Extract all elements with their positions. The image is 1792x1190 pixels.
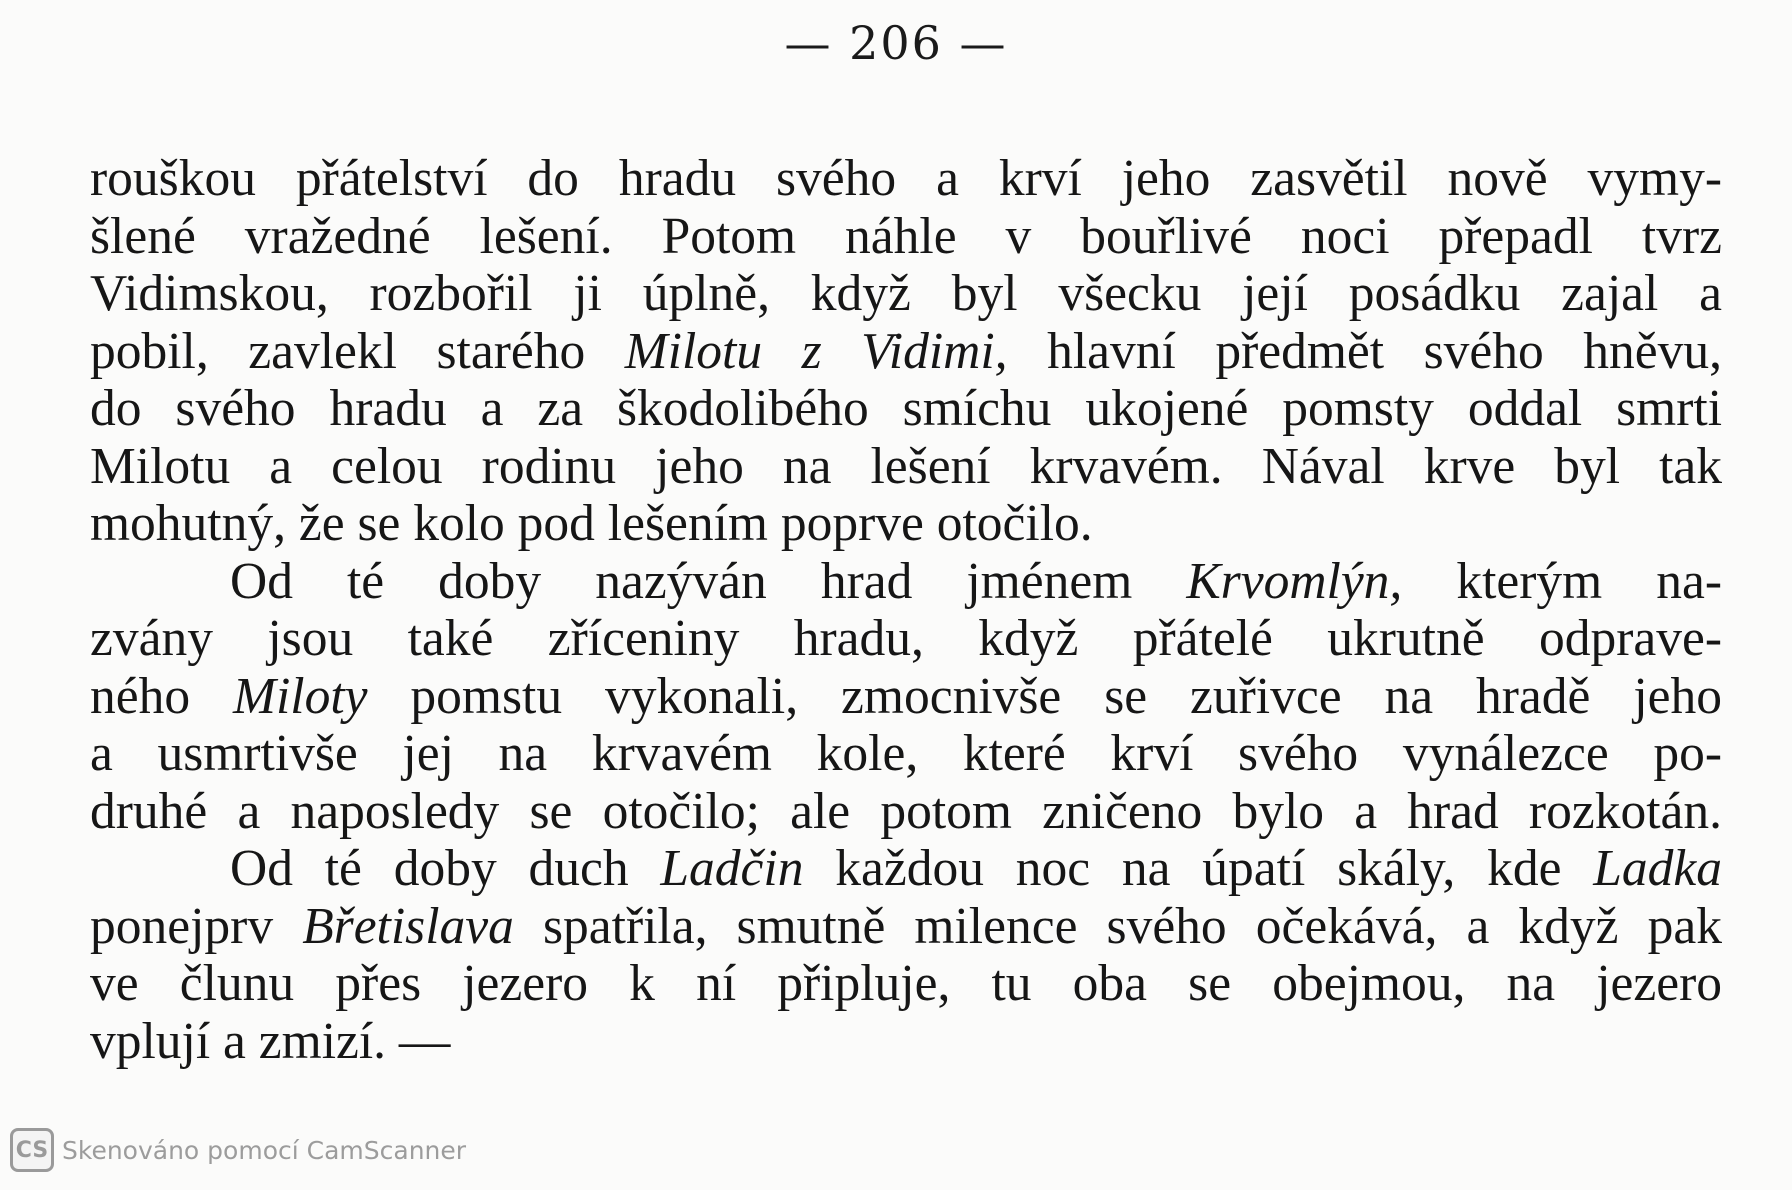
- camscanner-watermark: [10, 1128, 466, 1172]
- text-line: [90, 323, 1722, 381]
- text-line: [90, 898, 1722, 956]
- text-segment: ného: [90, 667, 191, 725]
- text-line: [90, 668, 1722, 726]
- text-line: mohutný, že se kolo pod lešením poprve otočilo.: [90, 495, 1093, 552]
- body-text: [90, 150, 1722, 1070]
- text-segment: Od té doby nazýván hrad jménem: [230, 552, 1133, 610]
- page-number: — 206 —: [784, 16, 1008, 70]
- italic-name: Miloty: [233, 667, 368, 725]
- text-line: druhé a naposledy se otočilo; ale potom zničeno bylo a hrad rozkotán.: [90, 782, 1722, 840]
- text-line: [90, 553, 1722, 611]
- text-line: a usmrtivše jej na krvavém kole, které krví svého vynálezce po-: [90, 725, 1722, 782]
- text-line: [90, 840, 1722, 898]
- text-line: zvány jsou také zříceniny hradu, když přátelé ukrutně odprave-: [90, 610, 1722, 667]
- text-segment: Od té doby duch: [230, 840, 629, 897]
- italic-name: Ladka: [1593, 840, 1723, 897]
- text-line: Vidimskou, rozbořil ji úplně, když byl všecku její posádku zajal a: [90, 265, 1722, 322]
- text-segment: kterým na-: [1456, 552, 1723, 610]
- text-line: ve člunu přes jezero k ní připluje, tu oba se obejmou, na jezero: [90, 955, 1722, 1012]
- text-line: vplují a zmizí. —: [90, 1012, 451, 1070]
- watermark-text: Skenováno pomocí CamScanner: [62, 1135, 467, 1165]
- text-line: Milotu a celou rodinu jeho na lešení krvavém. Nával krve byl tak: [90, 437, 1722, 495]
- text-segment: spatřila, smutně milence svého očekává, a když pak: [542, 897, 1722, 955]
- text-segment: pomstu vykonali, zmocnivše se zuřivce na hradě jeho: [410, 667, 1723, 725]
- italic-name: Břetislava: [302, 897, 514, 955]
- camscanner-logo-icon: CS: [10, 1128, 54, 1172]
- text-line: rouškou přátelství do hradu svého a krví jeho zasvětil nově vymy-: [90, 150, 1722, 207]
- text-line: šlené vražedné lešení. Potom náhle v bouřlivé noci přepadl tvrz: [90, 207, 1722, 265]
- italic-name: Milotu z Vidimi,: [624, 322, 1008, 380]
- text-segment: hlavní předmět svého hněvu,: [1047, 322, 1723, 380]
- text-line: do svého hradu a za škodolibého smíchu ukojené pomsty oddal smrti: [90, 380, 1722, 437]
- italic-name: Ladčin: [660, 840, 804, 897]
- text-segment: ponejprv: [90, 897, 274, 955]
- italic-name: Krvomlýn,: [1186, 552, 1403, 610]
- text-segment: každou noc na úpatí skály, kde: [835, 840, 1562, 897]
- text-segment: pobil, zavlekl starého: [90, 322, 586, 380]
